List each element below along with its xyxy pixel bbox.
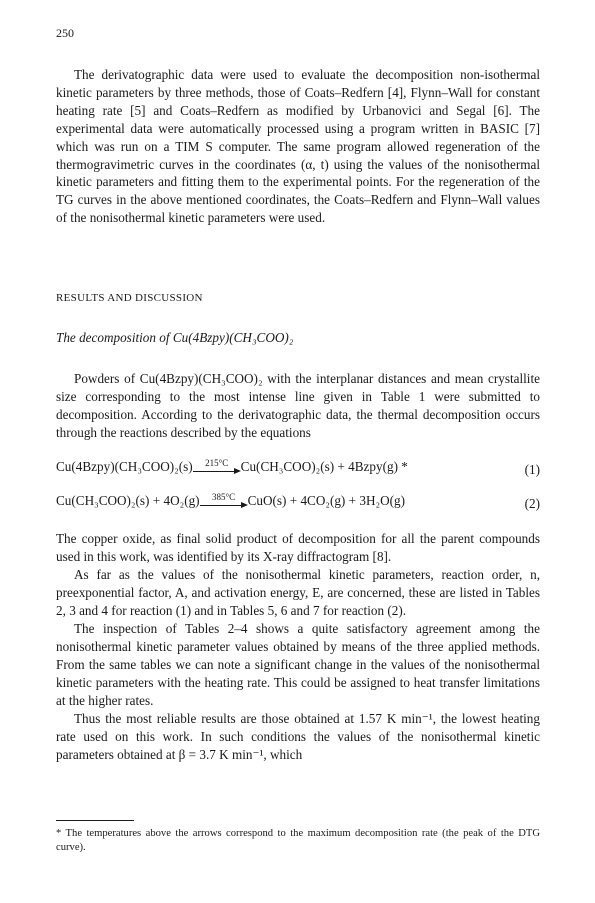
body-paragraph-inspection: The inspection of Tables 2–4 shows a quite satisfactory agreement among the nonisothermal kinetic parameter values obtained by means of the three applied methods. From the same tables we can note a significant change in the values of the nonisothermal kinetic parameters with the heating rate. This could be assigned to heat transfer limitations at the higher rates.: [56, 621, 540, 708]
reaction-arrow: [200, 492, 248, 509]
reaction-arrow: [193, 458, 241, 475]
equation-1-products: Cu(CH₃COO)₂(s) + 4Bzpy(g) *: [240, 459, 408, 474]
equation-2-products: CuO(s) + 4CO₂(g) + 3H₂O(g): [247, 493, 405, 508]
footnote-divider: [56, 820, 134, 821]
section-heading: RESULTS AND DISCUSSION: [56, 292, 203, 304]
equation-1-temperature: 215°C: [205, 458, 229, 468]
body-paragraph-reliable-results: Thus the most reliable results are those obtained at 1.57 K min⁻¹, the lowest heating rate used on this work. In such conditions the values of the nonisothermal kinetic parameters obtained at β = 3.7 K min⁻¹, which: [56, 711, 540, 762]
equation-2-temperature: 385°C: [212, 492, 236, 502]
body-paragraph-parameters: As far as the values of the nonisothermal kinetic parameters, reaction order, n, preexponential factor, A, and activation energy, E, are concerned, these are listed in Tables 2, 3 and 4 for reaction (1) and in Tables 5, 6 and 7 for reaction (2).: [56, 567, 540, 618]
body-paragraph-powders: Powders of Cu(4Bzpy)(CH₃COO)₂ with the interplanar distances and mean crystallite size corresponding to the most intense line given in Table 1 were submitted to decomposition. According to the derivatographic data, the thermal decomposition occurs through the reactions described by the equations: [56, 371, 540, 440]
equation-1-number: (1): [524, 462, 540, 477]
equation-2: [56, 492, 540, 514]
equation-2-number: (2): [524, 496, 540, 511]
equation-1: [56, 458, 540, 480]
equation-2-reactants: Cu(CH₃COO)₂(s) + 4O₂(g): [56, 493, 200, 508]
footnote: * The temperatures above the arrows correspond to the maximum decomposition rate (the peak of the DTG curve).: [56, 828, 540, 853]
body-paragraph-copper-oxide: The copper oxide, as final solid product of decomposition for all the parent compounds used in this work, was identified by its X-ray diffractogram [8].: [56, 531, 540, 564]
body-paragraph-methods: The derivatographic data were used to evaluate the decomposition non-isothermal kinetic parameters by three methods, those of Coats–Redfern [4], Flynn–Wall for constant heating rate [5] and Coats–Redfern as modified by Urbanovici and Segal [6]. The experimental data were automatically processed using a program written in BASIC [7] which was run on a TIM S computer. The same program allowed regeneration of the thermogravimetric curves in the coordinates (α, t) using the values of the nonisothermal kinetic parameters and fitting them to the experimental points. For the regeneration of the TG curves in the above mentioned coordinates, the Coats–Redfern and Flynn–Wall values of the nonisothermal kinetic parameters were used.: [56, 67, 540, 226]
subsection-heading: The decomposition of Cu(4Bzpy)(CH₃COO)₂: [56, 330, 294, 345]
page-number: 250: [56, 26, 74, 40]
equation-1-reactants: Cu(4Bzpy)(CH₃COO)₂(s): [56, 459, 193, 474]
